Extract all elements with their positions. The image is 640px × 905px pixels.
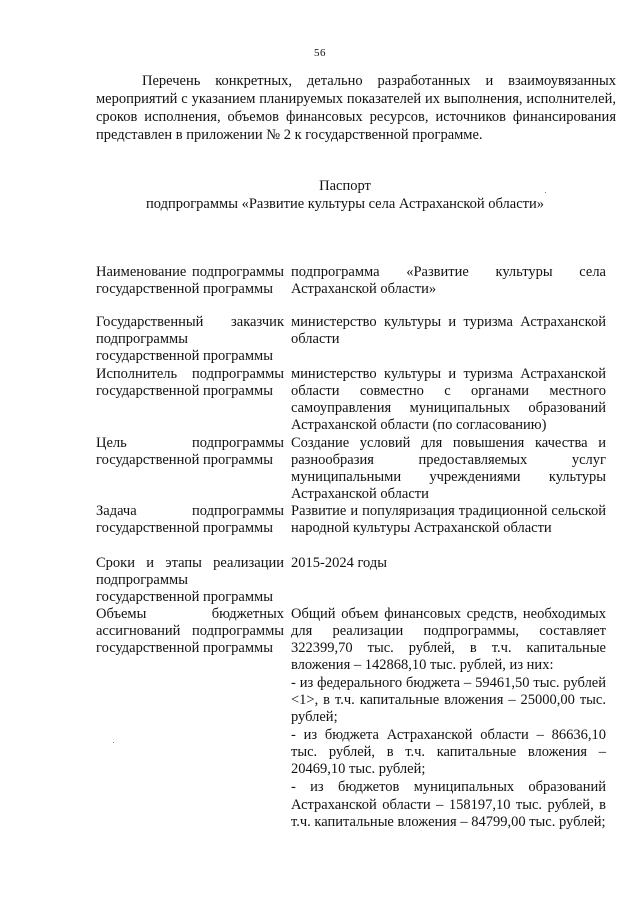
scan-speck — [545, 192, 546, 193]
row-value: министерство культуры и туризма Астраханской области — [291, 314, 606, 347]
row-label: Государственный заказчик подпрограммы государственной программы — [96, 314, 284, 364]
table-row — [96, 503, 606, 555]
table-row — [96, 555, 606, 606]
row-value: подпрограмма «Развитие культуры села Астраханской области» — [291, 264, 606, 297]
table-row — [96, 435, 606, 503]
row-label: Наименование подпрограммы государственной программы — [96, 264, 284, 297]
table-row — [96, 606, 606, 832]
passport-subtitle: подпрограммы «Развитие культуры села Астраханской области» — [145, 196, 545, 212]
table-row — [96, 366, 606, 435]
funding-total: Общий объем финансовых средств, необходимых для реализации подпрограммы, составляет 322399,70 тыс. рублей, в т.ч. капитальные вложения – 142868,10 тыс. рублей, из них: — [291, 606, 606, 673]
intro-paragraph: Перечень конкретных, детально разработанных и взаимоувязанных мероприятий с указанием планируемых показателей их выполнения, исполнителей, сроков исполнения, объемов финансовых ресурсов, источников финансирования представлен в приложении № 2 к государственной программе. — [96, 73, 616, 143]
table-row — [96, 314, 606, 366]
passport-title: Паспорт — [319, 178, 371, 194]
row-value: Создание условий для повышения качества и разнообразия предоставляемых услуг муниципальными учреждениями культуры Астраханской области — [291, 435, 606, 502]
row-label: Объемы бюджетных ассигнований подпрограммы государственной программы — [96, 606, 284, 656]
passport-heading — [130, 177, 560, 213]
page-number: 56 — [314, 47, 326, 59]
row-value: министерство культуры и туризма Астраханской области совместно с органами местного самоуправления муниципальных образований Астраханской области (по согласованию) — [291, 366, 606, 433]
scan-speck — [113, 742, 114, 743]
row-label: Исполнитель подпрограммы государственной программы — [96, 366, 284, 399]
funding-regional: - из бюджета Астраханской области – 86636,10 тыс. рублей, в т.ч. капитальные вложения – 20469,10 тыс. рублей; — [291, 727, 606, 777]
row-label: Цель подпрограммы государственной программы — [96, 435, 284, 468]
table-row — [96, 264, 606, 314]
funding-municipal: - из бюджетов муниципальных образований Астраханской области – 158197,10 тыс. рублей, в т.ч. капитальные вложения – 84799,00 тыс. рублей; — [291, 779, 606, 831]
row-value: 2015-2024 годы — [291, 555, 387, 571]
passport-table — [96, 264, 606, 832]
row-value: Развитие и популяризация традиционной сельской народной культуры Астраханской области — [291, 503, 606, 536]
funding-federal: - из федерального бюджета – 59461,50 тыс. рублей <1>, в т.ч. капитальные вложения – 25000,00 тыс. рублей; — [291, 675, 606, 725]
row-label: Задача подпрограммы государственной программы — [96, 503, 284, 536]
row-label: Сроки и этапы реализации подпрограммы государственной программы — [96, 555, 284, 605]
row-value-funding — [291, 606, 606, 832]
